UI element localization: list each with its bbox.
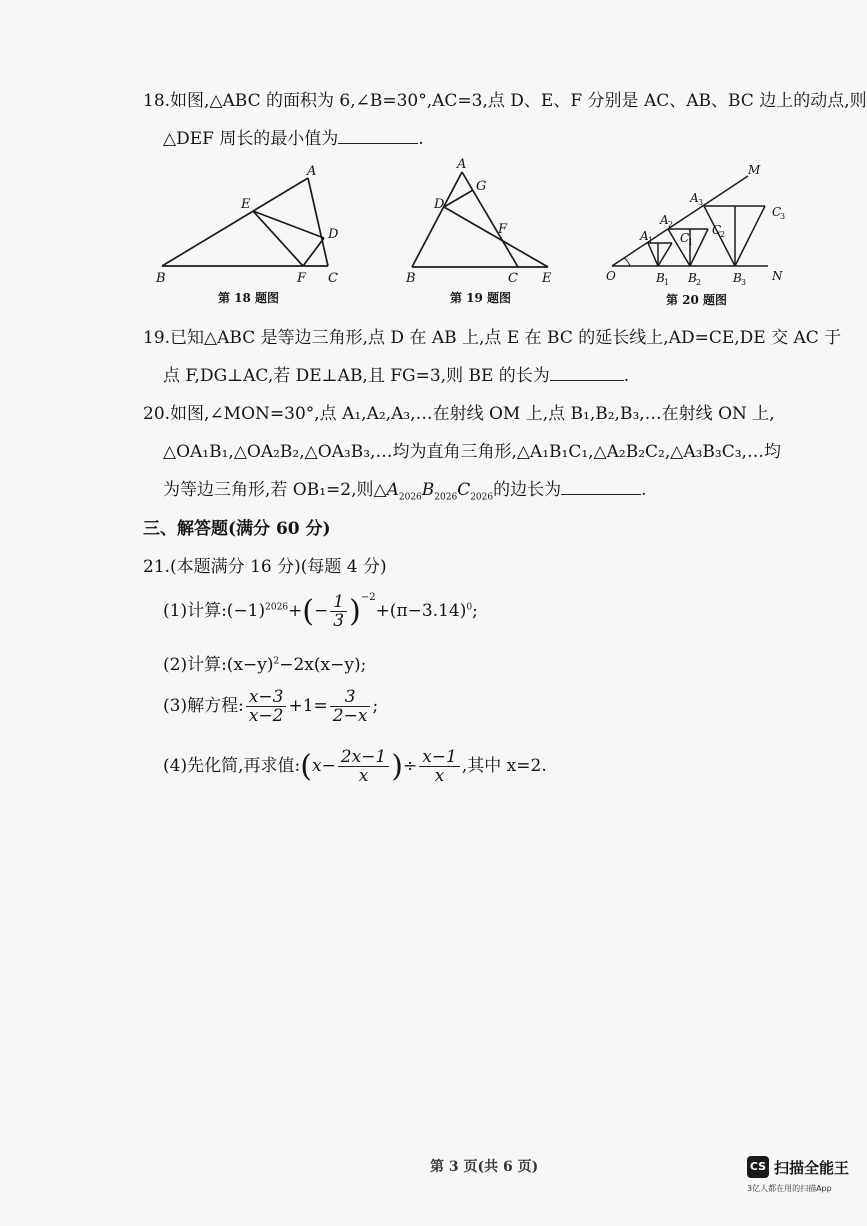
svg-text:E: E	[542, 271, 552, 286]
figure-20-caption: 第 20 题图	[666, 293, 728, 307]
svg-text:3: 3	[741, 278, 747, 287]
svg-text:1: 1	[648, 236, 654, 245]
svg-text:A: A	[660, 213, 669, 227]
q21-part2: (2)计算$:(x-y)^2-2x(x-y)$;	[163, 655, 367, 675]
q20-line1: 20.如图,∠MON=30°,点 A₁,A₂,A₃,…在射线 OM 上,点 B₁,B₂,B₃,…在射线 ON 上,	[143, 404, 775, 424]
answer-blank	[550, 366, 624, 381]
svg-text:B: B	[656, 271, 665, 285]
q21-part4: (4)先化简,再求值:(x− $\frac{2x-1}{x}$ )÷ $\frac{x-1}{x}$ ,其中 x=2.	[163, 747, 547, 786]
svg-text:C: C	[328, 271, 338, 286]
svg-text:F: F	[498, 222, 508, 237]
logo-name: 扫描全能王	[774, 1159, 850, 1177]
q18-line2: △DEF 周长的最小值为 .	[163, 129, 424, 149]
svg-text:C: C	[712, 223, 722, 237]
svg-text:D: D	[328, 227, 339, 242]
cs-logo-icon: CS	[747, 1156, 769, 1178]
figure-20-drawing	[600, 158, 800, 293]
svg-text:A: A	[457, 157, 467, 172]
q21-part1: (1)计算$:(-1)^{2026}+(-$ $\frac{1}{3}$ )$^{-2}+(\pi-3.14)^0$;	[163, 592, 478, 631]
svg-text:B: B	[406, 271, 416, 286]
figure-19	[400, 152, 560, 292]
q20-line2: △OA₁B₁,△OA₂B₂,△OA₃B₃,…均为直角三角形,△A₁B₁C₁,△A₂B₂C₂,△A₃B₃C₃,…均	[163, 442, 781, 462]
svg-text:C: C	[680, 231, 690, 245]
svg-text:A: A	[690, 191, 699, 205]
svg-text:O: O	[606, 269, 616, 283]
svg-text:B: B	[156, 271, 166, 286]
figure-18-drawing	[150, 158, 350, 293]
svg-text:A: A	[307, 164, 317, 179]
page-number: 第 3 页(共 6 页)	[430, 1159, 539, 1175]
q18-line1: 18.如图,△ABC 的面积为 6,∠B=30°,AC=3,点 D、E、F 分别是 AC、AB、BC 边上的动点,则	[143, 91, 867, 111]
q20-line3: 为等边三角形,若 OB₁=2,则$\triangle A_{2026}B_{2026}C_{2026}$的边长为 .	[163, 480, 647, 503]
logo-subtitle: 3亿人都在用的扫描App	[747, 1184, 832, 1193]
svg-text:M: M	[748, 163, 761, 177]
svg-text:C: C	[508, 271, 518, 286]
figure-18	[150, 158, 350, 293]
svg-text:E: E	[241, 197, 251, 212]
svg-text:2: 2	[696, 278, 702, 287]
svg-text:B: B	[733, 271, 742, 285]
svg-text:3: 3	[698, 198, 704, 207]
svg-text:F: F	[297, 271, 307, 286]
svg-text:G: G	[476, 179, 487, 194]
figure-18-caption: 第 18 题图	[218, 291, 280, 305]
figure-19-caption: 第 19 题图	[450, 291, 512, 305]
figure-19-drawing	[400, 152, 560, 292]
svg-text:2: 2	[668, 220, 674, 229]
svg-text:3: 3	[780, 212, 786, 221]
svg-text:B: B	[688, 271, 697, 285]
section-title: 三、解答题(满分 60 分)	[143, 519, 331, 539]
svg-text:N: N	[772, 269, 783, 283]
svg-text:D: D	[434, 197, 445, 212]
q21-title: 21.(本题满分 16 分)(每题 4 分)	[143, 557, 387, 577]
answer-blank	[561, 480, 641, 495]
q19-line2: 点 F,DG⊥AC,若 DE⊥AB,且 FG=3,则 BE 的长为 .	[163, 366, 630, 386]
q21-part3: (3)解方程: $\frac{x-3}{x-2}$ +1= $\frac{3}{2-x}$ ;	[163, 687, 379, 726]
svg-text:A: A	[640, 229, 649, 243]
svg-text:1: 1	[664, 278, 670, 287]
q19-line1: 19.已知△ABC 是等边三角形,点 D 在 AB 上,点 E 在 BC 的延长线上,AD=CE,DE 交 AC 于	[143, 328, 842, 348]
figure-20	[600, 158, 800, 293]
scanner-logo	[747, 1156, 857, 1196]
answer-blank	[338, 129, 418, 144]
svg-text:1: 1	[688, 238, 694, 247]
svg-text:C: C	[772, 205, 782, 219]
svg-text:2: 2	[720, 230, 726, 239]
